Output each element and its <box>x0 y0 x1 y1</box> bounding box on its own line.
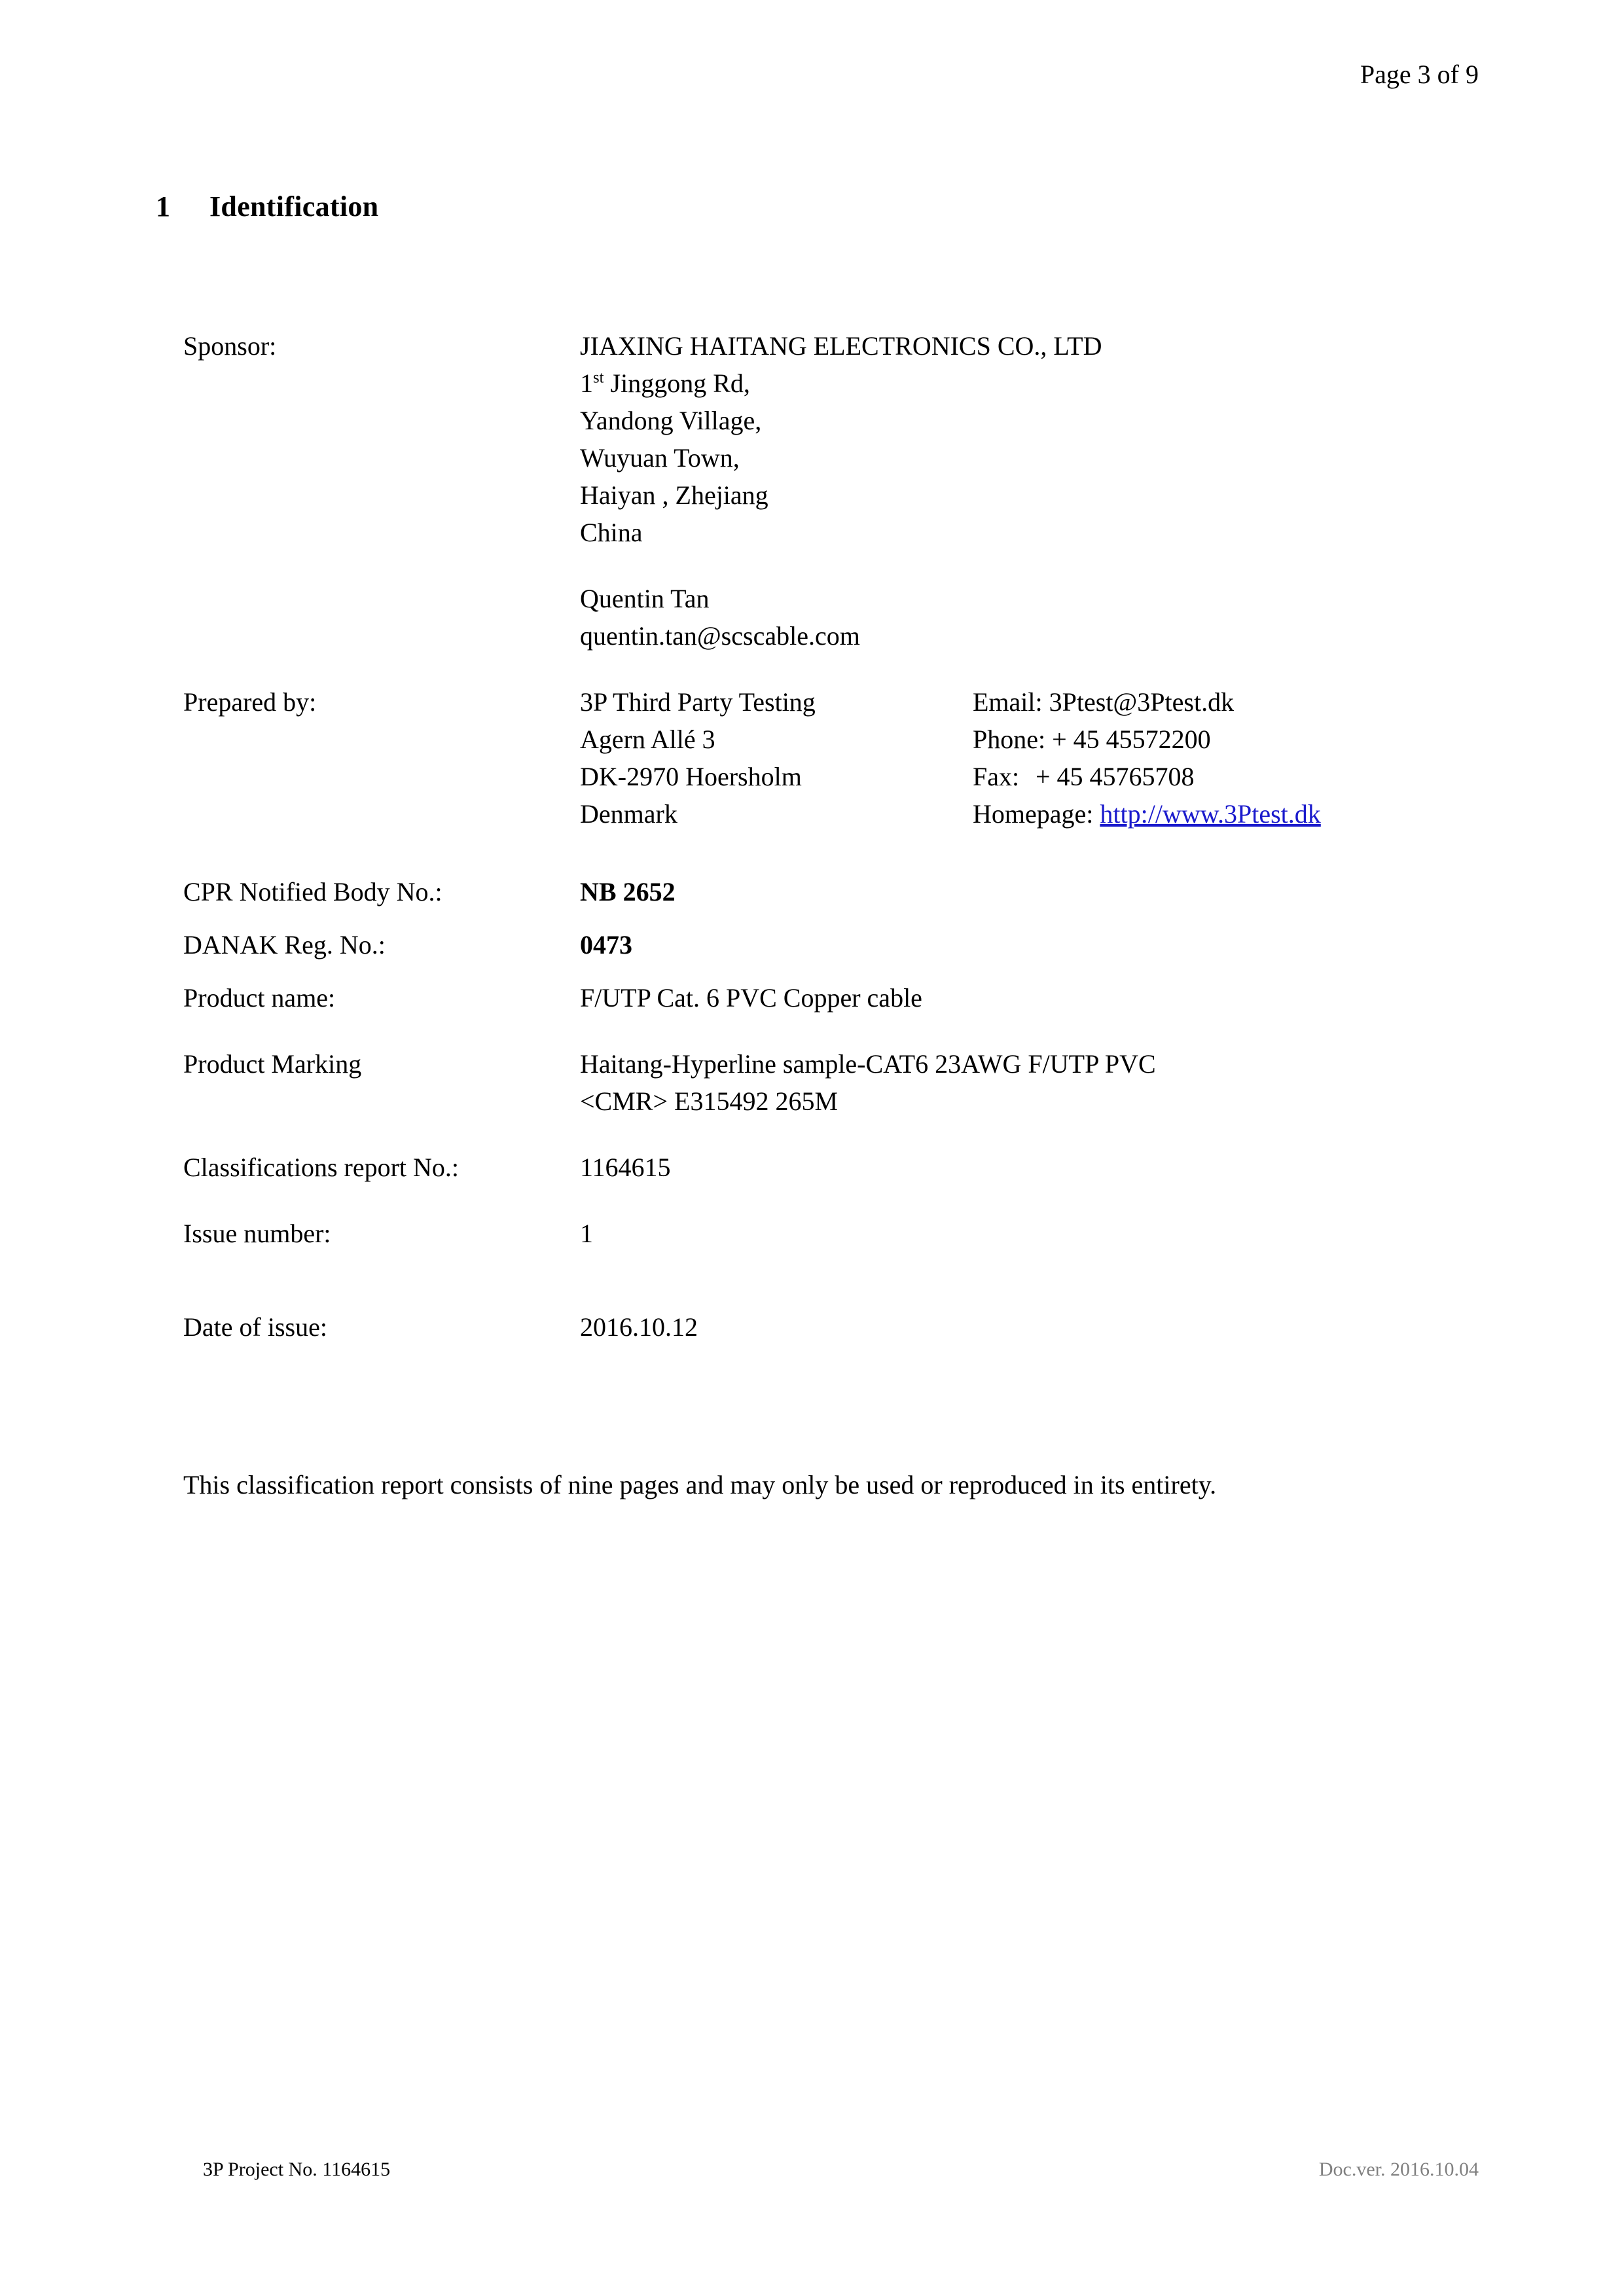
spacer <box>183 833 1473 873</box>
product-name-value: F/UTP Cat. 6 PVC Copper cable <box>580 983 922 1013</box>
field-row-danak <box>183 926 1473 963</box>
cpr-value: NB 2652 <box>580 877 676 906</box>
page-footer <box>0 2159 1624 2185</box>
issue-number-label: Issue number: <box>183 1219 331 1248</box>
field-row-issue-number <box>183 1215 1473 1252</box>
spacer <box>183 963 1473 979</box>
section-heading <box>156 190 378 223</box>
prepared-by-email: Email: 3Ptest@3Ptest.dk <box>973 687 1235 717</box>
disclaimer-paragraph: This classification report consists of nine pages and may only be used or reproduced in its entirety. <box>183 1470 1217 1499</box>
prepared-by-org: 3P Third Party Testing <box>580 687 816 717</box>
classification-value: 1164615 <box>580 1153 671 1182</box>
sponsor-label: Sponsor: <box>183 331 277 361</box>
spacer <box>183 1252 1473 1308</box>
field-row-prepared-by <box>183 683 1473 833</box>
fax-value: + 45 45765708 <box>1036 762 1195 791</box>
prepared-by-grid <box>580 683 1473 833</box>
section-title: Identification <box>209 190 379 223</box>
prepared-by-street: Agern Allé 3 <box>580 725 715 754</box>
field-row-product-name <box>183 979 1473 1016</box>
fax-label: Fax: <box>973 762 1020 791</box>
field-row-date-of-issue <box>183 1308 1473 1346</box>
sponsor-street-number: 1 <box>580 368 593 398</box>
page-indicator: Page 3 of 9 <box>1360 60 1479 89</box>
product-marking-line-1: Haitang-Hyperline sample-CAT6 23AWG F/UTP PVC <box>580 1049 1156 1079</box>
danak-label: DANAK Reg. No.: <box>183 930 386 960</box>
product-marking-label: Product Marking <box>183 1049 362 1079</box>
sponsor-country: China <box>580 518 643 547</box>
sponsor-contact-email: quentin.tan@scscable.com <box>580 621 860 651</box>
spacer <box>183 655 1473 683</box>
identification-fields <box>183 327 1473 1346</box>
prepared-by-city: DK-2970 Hoersholm <box>580 762 802 791</box>
field-row-product-marking <box>183 1045 1473 1120</box>
field-row-sponsor <box>183 327 1473 655</box>
prepared-by-homepage <box>973 795 1473 833</box>
prepared-by-value <box>580 683 1473 833</box>
footer-project-number: 3P Project No. 1164615 <box>203 2159 391 2180</box>
homepage-link[interactable]: http://www.3Ptest.dk <box>1100 799 1321 829</box>
cpr-label: CPR Notified Body No.: <box>183 877 442 906</box>
danak-value: 0473 <box>580 930 632 960</box>
product-marking-line-2: <CMR> E315492 265M <box>580 1086 839 1116</box>
sponsor-town: Wuyuan Town, <box>580 443 740 473</box>
classification-label: Classifications report No.: <box>183 1153 460 1182</box>
sponsor-village: Yandong Village, <box>580 406 762 435</box>
prepared-by-contact <box>973 683 1473 833</box>
sponsor-street <box>580 365 1473 402</box>
date-of-issue-label: Date of issue: <box>183 1312 327 1342</box>
spacer <box>183 1186 1473 1215</box>
sponsor-street-name: Jinggong Rd, <box>604 368 750 398</box>
homepage-label: Homepage: <box>973 799 1100 829</box>
prepared-by-address <box>580 683 973 833</box>
product-marking-value <box>580 1045 1473 1120</box>
product-name-label: Product name: <box>183 983 336 1013</box>
issue-number-value: 1 <box>580 1219 593 1248</box>
prepared-by-label: Prepared by: <box>183 687 317 717</box>
spacer <box>580 551 1473 580</box>
field-row-classification <box>183 1149 1473 1186</box>
section-number: 1 <box>156 190 171 223</box>
sponsor-company: JIAXING HAITANG ELECTRONICS CO., LTD <box>580 331 1102 361</box>
date-of-issue-value: 2016.10.12 <box>580 1312 698 1342</box>
sponsor-region: Haiyan , Zhejiang <box>580 480 768 510</box>
sponsor-contact-name: Quentin Tan <box>580 584 710 613</box>
prepared-by-phone: Phone: + 45 45572200 <box>973 725 1211 754</box>
sponsor-street-ordinal: st <box>593 368 604 387</box>
field-row-cpr <box>183 873 1473 910</box>
spacer <box>183 1120 1473 1149</box>
prepared-by-fax <box>973 758 1473 795</box>
spacer <box>183 1016 1473 1045</box>
footer-doc-version: Doc.ver. 2016.10.04 <box>1318 2159 1479 2180</box>
prepared-by-country: Denmark <box>580 799 677 829</box>
sponsor-value <box>580 327 1473 655</box>
spacer <box>183 910 1473 926</box>
